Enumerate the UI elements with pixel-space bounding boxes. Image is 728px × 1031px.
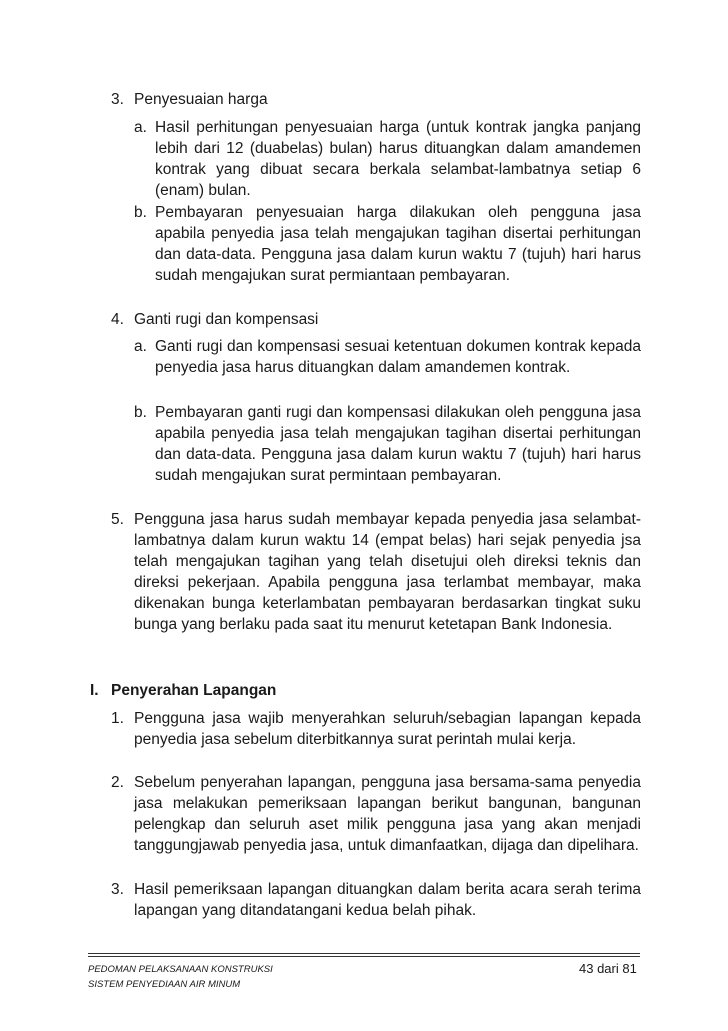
item-5-number: 5.: [111, 511, 124, 528]
item-3a-text: Hasil perhitungan penyesuaian harga (untuk kontrak jangka panjang lebih dari 12 (duabelas) bulan) harus dituangkan dalam amandemen kontrak yang dibuat secara berkala selambat-lambatnya setiap 6 (enam) bulan.: [155, 119, 641, 199]
section-i-item-1-text: Pengguna jasa wajib menyerahkan seluruh/sebagian lapangan kepada penyedia jasa sebelum diterbitkannya surat perintah mulai kerja.: [134, 710, 641, 748]
item-4a-label: a.: [134, 338, 147, 355]
item-4b-label: b.: [134, 404, 147, 421]
item-3b-label: b.: [134, 204, 147, 221]
section-i-item-2-number: 2.: [111, 774, 124, 791]
item-4-number: 4.: [111, 311, 124, 328]
footer-title-line-1: PEDOMAN PELAKSANAAN KONSTRUKSI: [88, 964, 273, 975]
item-4b-text: Pembayaran ganti rugi dan kompensasi dilakukan oleh pengguna jasa apabila penyedia jasa telah mengajukan tagihan disertai perhitungan dan data-data. Pengguna jasa dalam kurun waktu 7 (tujuh) hari harus sudah mengajukan surat permintaan pembayaran.: [155, 404, 641, 484]
page-number: 43 dari 81: [579, 961, 637, 976]
section-i-item-3-number: 3.: [111, 881, 124, 898]
item-3-title: Penyesuaian harga: [134, 91, 268, 108]
item-5-text: Pengguna jasa harus sudah membayar kepada penyedia jasa selambat-lambatnya dalam kurun waktu 14 (empat belas) hari sejak penyedia jsa telah mengajukan tagihan yang telah disetujui oleh direksi teknis dan direksi pekerjaan. Apabila pengguna jasa terlambat membayar, maka dikenakan bunga keterlambatan pembayaran berdasarkan tingkat suku bunga yang berlaku pada saat itu menurut ketetapan Bank Indonesia.: [134, 511, 641, 633]
section-i-item-2-text: Sebelum penyerahan lapangan, pengguna jasa bersama-sama penyedia jasa melakukan pemeriksaan lapangan berikut bangunan, bangunan pelengkap dan seluruh aset milik pengguna jasa yang akan menjadi tanggungjawab penyedia jasa, untuk dimanfaatkan, dijaga dan dipelihara.: [134, 774, 641, 854]
section-i-item-3-text: Hasil pemeriksaan lapangan dituangkan dalam berita acara serah terima lapangan yang ditandatangani kedua belah pihak.: [134, 881, 641, 919]
section-i-label: I.: [90, 682, 99, 699]
footer-rule-top: [88, 953, 640, 954]
item-3-number: 3.: [111, 91, 124, 108]
section-i-title: Penyerahan Lapangan: [111, 682, 277, 699]
item-3b-text: Pembayaran penyesuaian harga dilakukan oleh pengguna jasa apabila penyedia jasa telah mengajukan tagihan disertai perhitungan dan data-data. Pengguna jasa dalam kurun waktu 7 (tujuh) hari harus sudah mengajukan surat permiantaan pembayaran.: [155, 204, 641, 284]
footer-title-line-2: SISTEM PENYEDIAAN AIR MINUM: [88, 979, 241, 990]
item-3a-label: a.: [134, 119, 147, 136]
item-4a-text: Ganti rugi dan kompensasi sesuai ketentuan dokumen kontrak kepada penyedia jasa harus dituangkan dalam amandemen kontrak.: [155, 338, 641, 376]
footer-rule-bottom: [88, 956, 640, 957]
section-i-item-1-number: 1.: [111, 710, 124, 727]
item-4-title: Ganti rugi dan kompensasi: [134, 311, 319, 328]
